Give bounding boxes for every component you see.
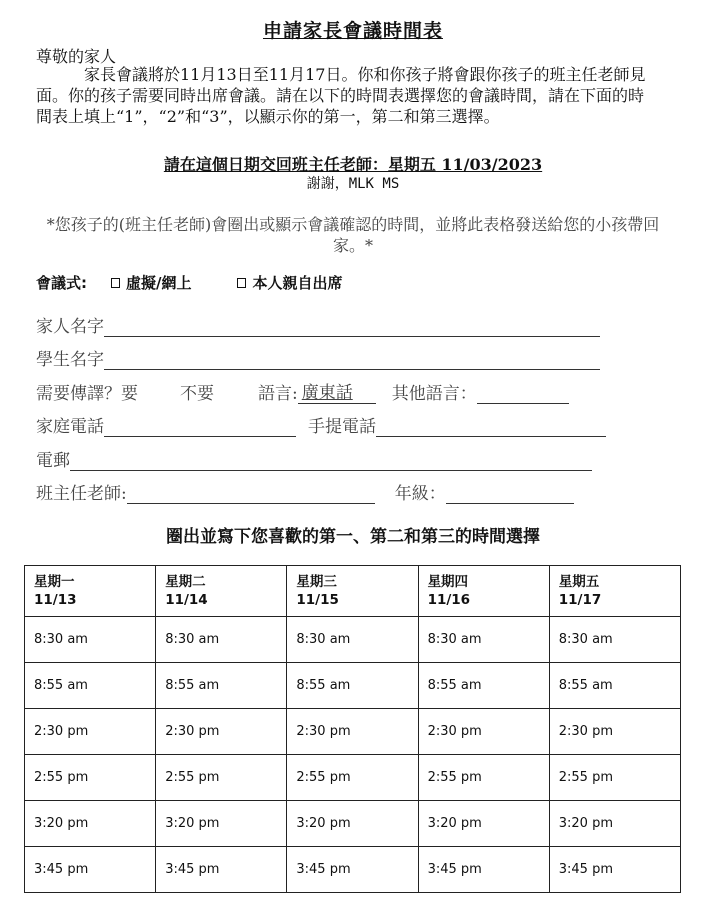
day-header — [418, 566, 549, 617]
homeroom-teacher-label: 班主任老師: — [36, 484, 127, 504]
time-slot-cell[interactable]: 2:30 pm — [25, 709, 156, 755]
day-name: 星期一 — [34, 574, 75, 590]
time-slot-cell[interactable]: 8:30 am — [418, 617, 549, 663]
family-name-field[interactable] — [104, 318, 600, 337]
confirmation-note: *您孩子的(班主任老師)會圈出或顯示會議確認的時間，並將此表格發送給您的小孩帶回家。* — [46, 215, 660, 255]
time-slot-cell[interactable]: 2:30 pm — [287, 709, 418, 755]
time-slot-cell[interactable]: 3:45 pm — [156, 847, 287, 893]
time-slot-row — [25, 663, 681, 709]
day-header — [156, 566, 287, 617]
time-slot-row — [25, 617, 681, 663]
return-deadline: 請在這個日期交回班主任老師：星期五 11/03/2023 — [163, 155, 543, 174]
homeroom-teacher-field[interactable] — [127, 485, 375, 504]
document-title: 申請家長會議時間表 — [262, 20, 443, 42]
time-slot-cell[interactable]: 2:55 pm — [25, 755, 156, 801]
meeting-type-row — [36, 272, 343, 293]
other-language-field[interactable] — [477, 385, 569, 404]
day-name: 星期三 — [296, 574, 337, 590]
time-slot-row — [25, 847, 681, 893]
time-slot-row — [25, 755, 681, 801]
time-slot-cell[interactable]: 8:55 am — [549, 663, 680, 709]
family-name-label: 家人名字 — [36, 317, 104, 337]
language-field[interactable]: 廣東話 — [298, 378, 376, 404]
day-name: 星期四 — [427, 574, 469, 590]
time-slot-cell[interactable]: 3:20 pm — [549, 801, 680, 847]
time-slot-cell[interactable]: 3:20 pm — [418, 801, 549, 847]
email-label: 電郵 — [36, 451, 70, 471]
time-slot-cell[interactable]: 8:30 am — [156, 617, 287, 663]
student-name-field[interactable] — [104, 351, 600, 370]
grade-label: 年級： — [394, 484, 446, 504]
time-slot-cell[interactable]: 3:45 pm — [287, 847, 418, 893]
in-person-option-label: 本人親自出席 — [252, 274, 343, 292]
mobile-phone-label: 手提電話 — [308, 417, 376, 437]
time-slot-cell[interactable]: 8:55 am — [418, 663, 549, 709]
intro-paragraph: 家長會議將於11月13日至11月17日。你和你孩子將會跟你孩子的班主任老師見面。你的孩子需要同時出席會議。請在以下的時間表選擇您的會議時間，請在下面的時間表上填上“1”，“2”和“3”，以顯示你的第一，第二和第三選擇。 — [36, 65, 646, 126]
time-slot-cell[interactable]: 2:55 pm — [418, 755, 549, 801]
time-slot-cell[interactable]: 8:55 am — [25, 663, 156, 709]
teacher-grade-row — [36, 479, 574, 504]
day-header — [549, 566, 680, 617]
schedule-table — [24, 565, 681, 893]
interpreter-yes-label[interactable]: 需要傳譯？要 — [36, 384, 138, 404]
greeting: 尊敬的家人 — [36, 47, 117, 66]
time-slot-cell[interactable]: 8:55 am — [287, 663, 418, 709]
time-slot-cell[interactable]: 3:20 pm — [25, 801, 156, 847]
home-phone-label: 家庭電話 — [36, 417, 104, 437]
day-header — [287, 566, 418, 617]
schedule-header-row — [25, 566, 681, 617]
in-person-option[interactable] — [237, 272, 342, 293]
virtual-option[interactable] — [111, 272, 191, 293]
time-slot-cell[interactable]: 2:30 pm — [156, 709, 287, 755]
in-person-checkbox[interactable] — [237, 278, 246, 288]
schedule-heading: 圈出並寫下您喜歡的第一、第二和第三的時間選擇 — [166, 527, 540, 547]
day-date: 11/14 — [165, 592, 208, 608]
time-slot-cell[interactable]: 3:45 pm — [549, 847, 680, 893]
day-date: 11/16 — [427, 592, 471, 608]
time-slot-cell[interactable]: 8:30 am — [549, 617, 680, 663]
time-slot-cell[interactable]: 2:30 pm — [549, 709, 680, 755]
family-name-row — [36, 312, 600, 337]
other-language-label: 其他語言： — [391, 384, 477, 404]
meeting-type-label: 會議式: — [36, 274, 87, 292]
interpreter-no-label[interactable]: 不要 — [180, 384, 214, 404]
phone-row — [36, 412, 606, 437]
time-slot-cell[interactable]: 3:20 pm — [287, 801, 418, 847]
time-slot-cell[interactable]: 3:20 pm — [156, 801, 287, 847]
time-slot-row — [25, 709, 681, 755]
email-field[interactable] — [70, 452, 592, 471]
student-name-label: 學生名字 — [36, 350, 104, 370]
day-header — [25, 566, 156, 617]
day-name: 星期二 — [165, 574, 206, 590]
time-slot-cell[interactable]: 8:30 am — [287, 617, 418, 663]
home-phone-field[interactable] — [104, 418, 296, 437]
time-slot-cell[interactable]: 3:45 pm — [25, 847, 156, 893]
time-slot-cell[interactable]: 2:55 pm — [287, 755, 418, 801]
time-slot-cell[interactable]: 3:45 pm — [418, 847, 549, 893]
time-slot-cell[interactable]: 8:55 am — [156, 663, 287, 709]
time-slot-cell[interactable]: 8:30 am — [25, 617, 156, 663]
time-slot-cell[interactable]: 2:55 pm — [549, 755, 680, 801]
virtual-checkbox[interactable] — [111, 278, 120, 288]
thanks-signature: 謝謝，MLK MS — [306, 176, 400, 192]
time-slot-row — [25, 801, 681, 847]
grade-field[interactable] — [446, 485, 574, 504]
language-label: 語言: — [258, 384, 298, 404]
email-row — [36, 446, 592, 471]
day-date: 11/15 — [296, 592, 339, 608]
day-name: 星期五 — [558, 574, 600, 590]
student-name-row — [36, 345, 600, 370]
mobile-phone-field[interactable] — [376, 418, 606, 437]
day-date: 11/13 — [34, 592, 77, 608]
interpreter-row — [36, 378, 569, 404]
virtual-option-label: 虛擬/網上 — [126, 274, 192, 292]
day-date: 11/17 — [558, 592, 602, 608]
time-slot-cell[interactable]: 2:55 pm — [156, 755, 287, 801]
time-slot-cell[interactable]: 2:30 pm — [418, 709, 549, 755]
